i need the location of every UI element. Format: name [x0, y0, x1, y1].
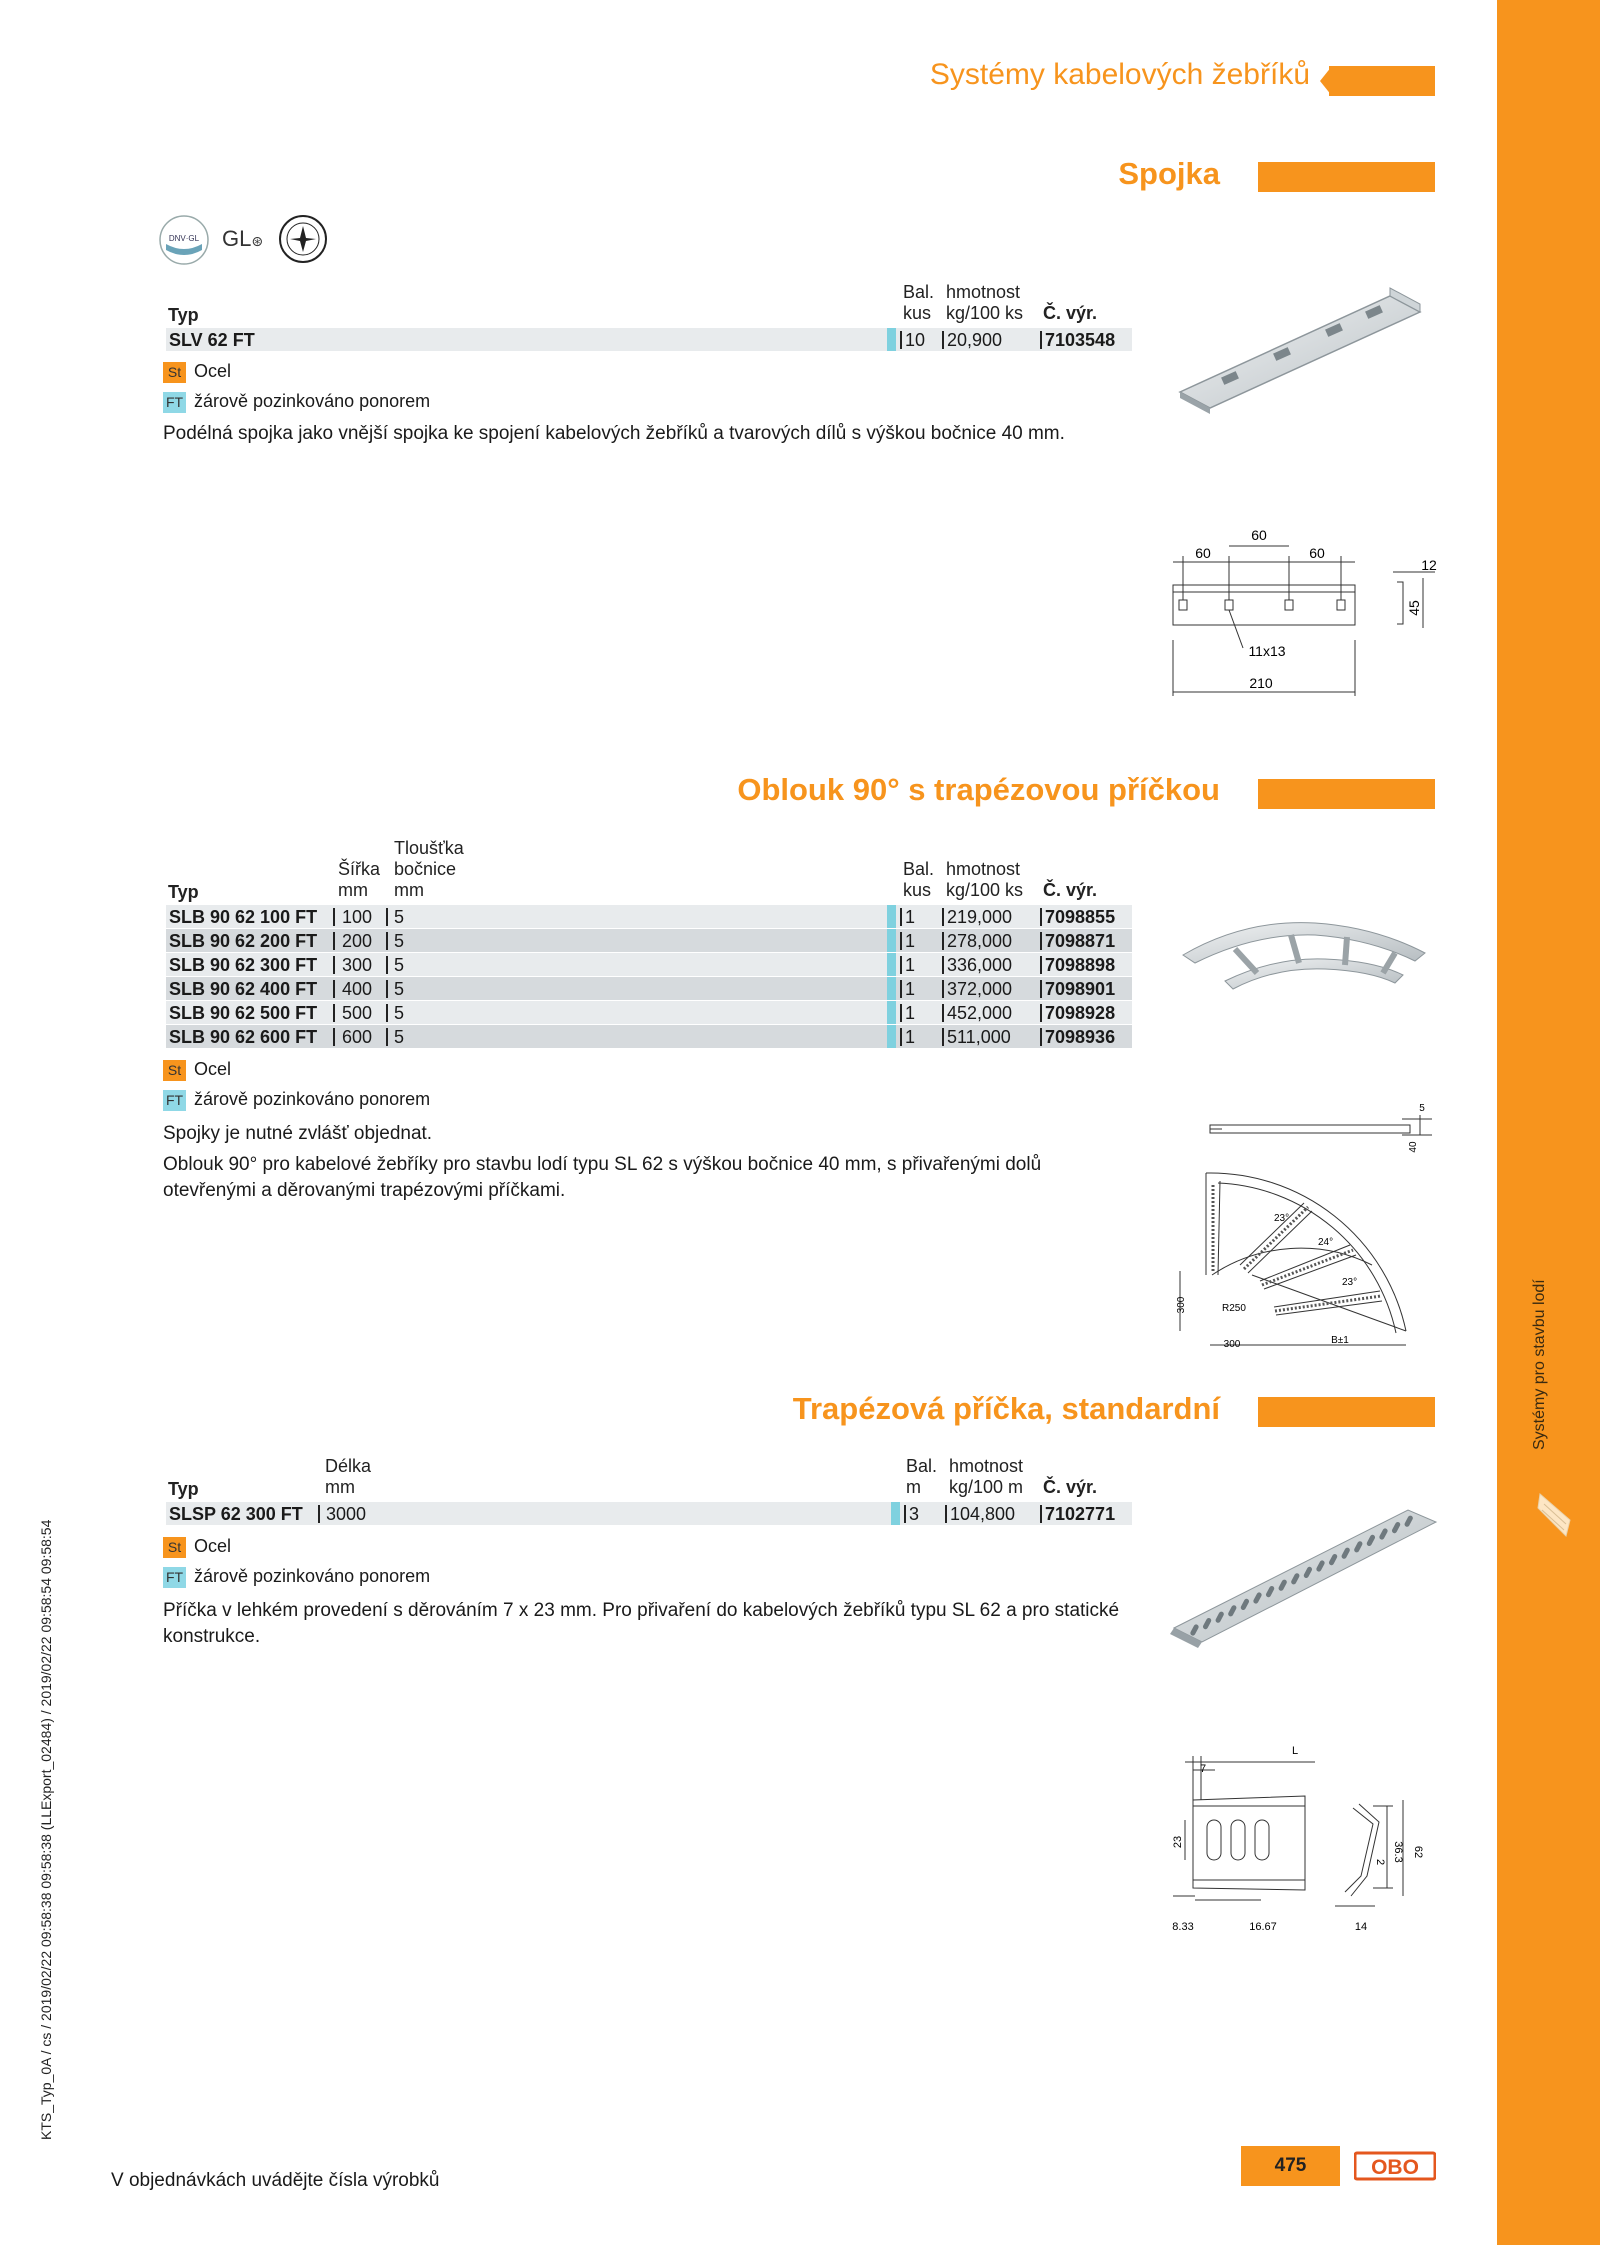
- svg-text:8.33: 8.33: [1172, 1921, 1194, 1933]
- ladder-thumbnail-icon: [1536, 1486, 1576, 1542]
- svg-text:36.3: 36.3: [1392, 1841, 1404, 1863]
- table-row: SLB 90 62 400 FT 400 5 1 372,000 7098901: [166, 977, 1132, 1000]
- svg-text:45: 45: [1406, 600, 1422, 616]
- rung-technical-drawing: [1165, 1740, 1440, 1940]
- page-header-title: Systémy kabelových žebříků: [929, 58, 1310, 91]
- col-header-typ: Typ: [168, 882, 199, 902]
- table-row: SLB 90 62 100 FT 100 5 1 219,000 7098855: [166, 905, 1132, 928]
- product-description: Oblouk 90° pro kabelové žebříky pro stavbu lodí typu SL 62 s výškou bočnice 40 mm, s přivařenými dolů otevřenými a děrovanými trapézovými příčkami.: [163, 1154, 1042, 1201]
- col-header-typ: Typ: [168, 1479, 199, 1499]
- col-header-hmotnost: hmotnost kg/100 m: [949, 1456, 1024, 1497]
- register-cert-seal: [278, 214, 328, 264]
- svg-text:OBO: OBO: [1371, 2156, 1419, 2179]
- col-header-sirka: Šířka mm: [338, 859, 381, 900]
- svg-text:5: 5: [1419, 1103, 1425, 1114]
- svg-text:14: 14: [1354, 1921, 1368, 1933]
- material-finish: FT žárově pozinkováno ponorem: [163, 1089, 430, 1111]
- svg-text:DNV·GL: DNV·GL: [168, 234, 200, 243]
- section-title-spojka: Spojka: [1118, 156, 1220, 191]
- section-bar: [1258, 779, 1435, 809]
- col-header-typ: Typ: [168, 305, 199, 325]
- col-header-tloustka: Tloušťka bočnice mm: [394, 838, 464, 900]
- gl-cert-logo: GL⊛: [222, 226, 264, 251]
- product-note: Spojky je nutné zvlášť objednat.: [163, 1123, 433, 1144]
- svg-text:12: 12: [1421, 557, 1437, 573]
- table-row: SLB 90 62 200 FT 200 5 1 278,000 7098871: [166, 929, 1132, 952]
- material-finish: FT žárově pozinkováno ponorem: [163, 1566, 430, 1588]
- material-steel: St Ocel: [163, 361, 231, 383]
- dnv-gl-cert-logo: [158, 214, 210, 266]
- col-header-cislo: Č. výr.: [1043, 303, 1098, 323]
- product-description: Příčka v lehkém provedení s děrováním 7 x 23 mm. Pro přivaření do kabelových žebříků typu SL 62 a pro statické konstrukce.: [163, 1600, 1120, 1647]
- col-header-cislo: Č. výr.: [1043, 1477, 1098, 1497]
- svg-text:24°: 24°: [1318, 1237, 1334, 1248]
- header-tab: [1329, 66, 1435, 96]
- svg-text:R250: R250: [1222, 1303, 1246, 1314]
- svg-text:16.67: 16.67: [1249, 1921, 1277, 1933]
- svg-text:L: L: [1291, 1745, 1299, 1757]
- svg-text:23°: 23°: [1342, 1277, 1358, 1288]
- section-title-oblouk: Oblouk 90° s trapézovou příčkou: [737, 772, 1220, 807]
- svg-text:62: 62: [1412, 1845, 1424, 1859]
- section-bar: [1258, 162, 1435, 192]
- svg-text:23: 23: [1172, 1835, 1184, 1849]
- col-header-bal: Bal. kus: [903, 859, 935, 900]
- material-steel: St Ocel: [163, 1536, 231, 1558]
- col-header-hmotnost: hmotnost kg/100 ks: [946, 859, 1024, 900]
- bend-technical-drawing: [1170, 1095, 1440, 1360]
- svg-text:60: 60: [1251, 527, 1267, 543]
- col-header-bal: Bal. m: [906, 1456, 938, 1497]
- side-orange-strip: [1497, 0, 1600, 2245]
- col-header-hmotnost: hmotnost kg/100 ks: [946, 282, 1024, 323]
- svg-text:7: 7: [1199, 1763, 1207, 1775]
- svg-text:210: 210: [1249, 675, 1273, 691]
- table-row: SLB 90 62 600 FT 600 5 1 511,000 7098936: [166, 1025, 1132, 1048]
- svg-text:60: 60: [1309, 545, 1325, 561]
- connector-product-image: [1170, 282, 1435, 422]
- svg-text:B±1: B±1: [1331, 1335, 1349, 1346]
- svg-text:60: 60: [1195, 545, 1211, 561]
- section-title-pricka: Trapézová příčka, standardní: [792, 1391, 1220, 1426]
- print-job-info: KTS_Typ_0A / cs / 2019/02/22 09:58:38 09:58:38 (LLExport_02484) / 2019/02/22 09:58:54 09:58:54: [38, 1519, 54, 2140]
- svg-text:40: 40: [1408, 1141, 1419, 1153]
- connector-technical-drawing: [1165, 520, 1440, 705]
- rung-product-image: [1168, 1500, 1443, 1650]
- table-row: SLB 90 62 300 FT 300 5 1 336,000 7098898: [166, 953, 1132, 976]
- page-number: 475: [1241, 2146, 1340, 2186]
- obo-logo: [1354, 2150, 1436, 2182]
- svg-text:23°: 23°: [1274, 1213, 1290, 1224]
- svg-text:2: 2: [1374, 1858, 1386, 1866]
- section-bar: [1258, 1397, 1435, 1427]
- material-finish: FT žárově pozinkováno ponorem: [163, 391, 430, 413]
- svg-text:300: 300: [1223, 1339, 1241, 1350]
- col-header-delka: Délka mm: [325, 1456, 372, 1497]
- material-steel: St Ocel: [163, 1059, 231, 1081]
- table-row: SLV 62 FT 10 20,900 7103548: [166, 328, 1132, 351]
- svg-text:11x13: 11x13: [1248, 643, 1286, 659]
- side-category-label: Systémy pro stavbu lodí: [1531, 1279, 1548, 1450]
- product-description: Podélná spojka jako vnější spojka ke spojení kabelových žebříků a tvarových dílů s výškou bočnice 40 mm.: [163, 423, 1065, 444]
- table-row: SLSP 62 300 FT 3000 3 104,800 7102771: [166, 1502, 1132, 1525]
- footer-order-note: V objednávkách uvádějte čísla výrobků: [111, 2170, 440, 2191]
- col-header-bal: Bal. kus: [903, 282, 935, 323]
- col-header-cislo: Č. výr.: [1043, 880, 1098, 900]
- table-row: SLB 90 62 500 FT 500 5 1 452,000 7098928: [166, 1001, 1132, 1024]
- svg-text:300: 300: [1176, 1296, 1187, 1314]
- bend-product-image: [1175, 905, 1435, 995]
